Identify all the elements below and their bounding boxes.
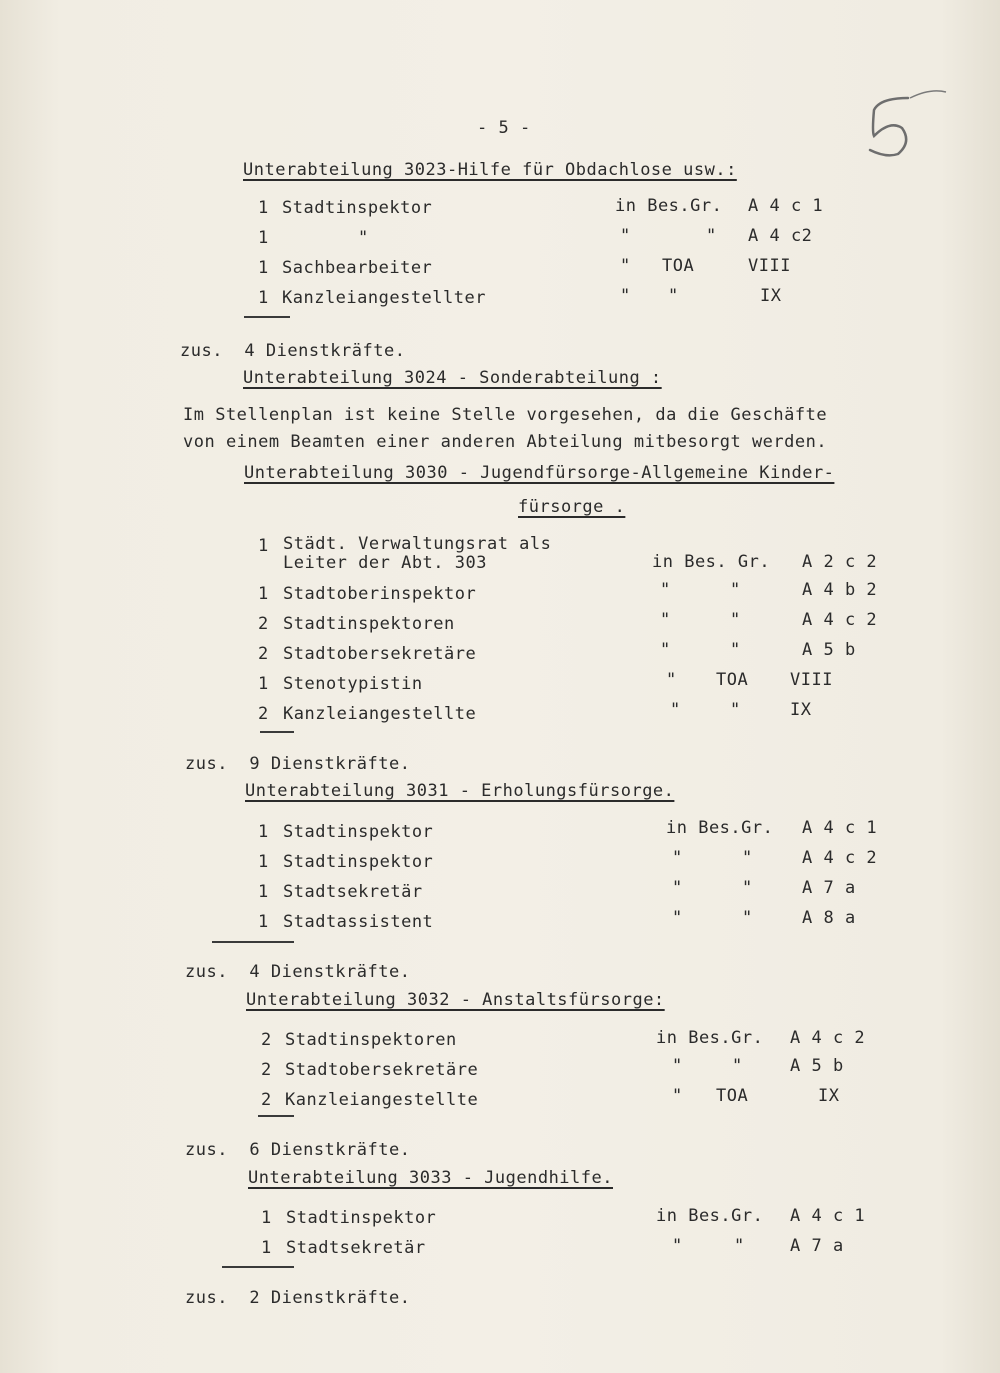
- row-group-sub: ": [742, 908, 753, 928]
- row-title: Stadtsekretär: [283, 882, 423, 902]
- row-count: 2: [261, 1030, 272, 1050]
- note-line: von einem Beamten einer anderen Abteilung mitbesorgt werden.: [183, 432, 828, 452]
- row-group: ": [672, 1056, 683, 1076]
- section-heading-3031: Unterabteilung 3031 - Erholungsfürsorge.: [245, 781, 675, 801]
- row-count: 1: [258, 288, 269, 308]
- row-title: Stadtinspektor: [282, 198, 433, 218]
- row-grade: A 4 b 2: [802, 580, 878, 600]
- row-title: Städt. Verwaltungsrat als: [283, 534, 552, 554]
- row-count: 2: [261, 1090, 272, 1110]
- row-group-sub: ": [732, 1056, 743, 1076]
- row-title: Stadtinspektor: [286, 1208, 437, 1228]
- row-title: Stadtobersekretäre: [283, 644, 477, 664]
- row-group-sub: TOA: [716, 1086, 749, 1106]
- row-grade: A 4 c 2: [790, 1028, 866, 1048]
- row-group-sub: ": [730, 580, 741, 600]
- row-group-sub: ": [730, 610, 741, 630]
- row-title: Stadtinspektor: [283, 822, 434, 842]
- row-group: ": [672, 1086, 683, 1106]
- row-grade: A 4 c 1: [748, 196, 824, 216]
- section-total: zus. 2 Dienstkräfte.: [185, 1288, 411, 1308]
- row-count: 1: [258, 882, 269, 902]
- row-grade: A 5 b: [802, 640, 856, 660]
- sum-rule: [222, 1266, 294, 1268]
- row-grade: A 2 c 2: [802, 552, 878, 572]
- row-group-sub: ": [742, 848, 753, 868]
- row-count: 1: [258, 198, 269, 218]
- row-group: ": [672, 908, 683, 928]
- section-heading-3032: Unterabteilung 3032 - Anstaltsfürsorge:: [246, 990, 665, 1010]
- note-line: Im Stellenplan ist keine Stelle vorgesehen, da die Geschäfte: [183, 405, 828, 425]
- page-number: - 5 -: [477, 118, 531, 138]
- row-count: 1: [258, 852, 269, 872]
- row-group: ": [660, 640, 671, 660]
- row-grade: A 4 c 2: [802, 848, 878, 868]
- row-group: ": [660, 610, 671, 630]
- section-heading-3030: Unterabteilung 3030 - Jugendfürsorge-Allgemeine Kinder-: [244, 463, 835, 483]
- row-grade: A 7 a: [790, 1236, 844, 1256]
- row-group-sub: ": [730, 640, 741, 660]
- row-group: in Bes. Gr.: [652, 552, 771, 572]
- row-grade: A 5 b: [790, 1056, 844, 1076]
- row-grade: A 4 c 1: [802, 818, 878, 838]
- row-count: 1: [258, 584, 269, 604]
- row-title: Kanzleiangestellte: [285, 1090, 479, 1110]
- row-group: in Bes.Gr.: [666, 818, 774, 838]
- row-title: Stadtinspektoren: [285, 1030, 457, 1050]
- row-title: Stadtobersekretäre: [285, 1060, 479, 1080]
- section-heading-3023: Unterabteilung 3023-Hilfe für Obdachlose usw.:: [243, 160, 737, 180]
- section-heading-3033: Unterabteilung 3033 - Jugendhilfe.: [248, 1168, 613, 1188]
- row-grade: VIII: [790, 670, 833, 690]
- row-title: Sachbearbeiter: [282, 258, 433, 278]
- row-title: Kanzleiangestellter: [282, 288, 486, 308]
- row-group: ": [672, 1236, 683, 1256]
- row-grade: A 8 a: [802, 908, 856, 928]
- row-grade: A 4 c2: [748, 226, 813, 246]
- row-group-sub: ": [706, 226, 717, 246]
- row-group: ": [672, 878, 683, 898]
- row-group: ": [670, 700, 681, 720]
- row-count: 2: [258, 614, 269, 634]
- row-grade: IX: [790, 700, 812, 720]
- row-count: 1: [261, 1238, 272, 1258]
- section-heading-3024: Unterabteilung 3024 - Sonderabteilung :: [243, 368, 662, 388]
- row-grade: A 4 c 1: [790, 1206, 866, 1226]
- sum-rule: [258, 1115, 294, 1117]
- row-group: ": [620, 226, 631, 246]
- row-group: ": [620, 256, 631, 276]
- sum-rule: [244, 316, 290, 318]
- row-title: Stadtoberinspektor: [283, 584, 477, 604]
- row-count: 1: [258, 912, 269, 932]
- row-title: Stadtsekretär: [286, 1238, 426, 1258]
- section-total: zus. 6 Dienstkräfte.: [185, 1140, 411, 1160]
- section-total: zus. 9 Dienstkräfte.: [185, 754, 411, 774]
- row-title: Stadtinspektoren: [283, 614, 455, 634]
- row-count: 1: [258, 674, 269, 694]
- row-title: Kanzleiangestellte: [283, 704, 477, 724]
- row-count: 1: [258, 536, 269, 556]
- row-title: Stadtinspektor: [283, 852, 434, 872]
- row-group-sub: ": [742, 878, 753, 898]
- row-group: in Bes.Gr.: [615, 196, 723, 216]
- row-grade: IX: [760, 286, 782, 306]
- section-heading-3030-cont: fürsorge .: [518, 497, 626, 517]
- row-count: 1: [258, 822, 269, 842]
- row-count: 2: [261, 1060, 272, 1080]
- sum-rule: [212, 941, 294, 943]
- row-group-sub: ": [734, 1236, 745, 1256]
- row-group: ": [660, 580, 671, 600]
- row-count: 1: [258, 258, 269, 278]
- row-group: in Bes.Gr.: [656, 1028, 764, 1048]
- row-count: 1: [258, 228, 269, 248]
- row-count: 2: [258, 704, 269, 724]
- section-total: zus. 4 Dienstkräfte.: [185, 962, 411, 982]
- row-title: Stenotypistin: [283, 674, 423, 694]
- row-grade: VIII: [748, 256, 791, 276]
- row-title-cont: Leiter der Abt. 303: [283, 553, 487, 573]
- row-title: ": [358, 228, 369, 248]
- row-group-sub: ": [668, 286, 679, 306]
- row-group: in Bes.Gr.: [656, 1206, 764, 1226]
- row-group: ": [620, 286, 631, 306]
- row-grade: A 7 a: [802, 878, 856, 898]
- sum-rule: [260, 731, 294, 733]
- row-group-sub: TOA: [716, 670, 749, 690]
- row-group: ": [666, 670, 677, 690]
- row-group: ": [672, 848, 683, 868]
- row-group-sub: ": [730, 700, 741, 720]
- row-group-sub: TOA: [662, 256, 695, 276]
- row-count: 2: [258, 644, 269, 664]
- section-total: zus. 4 Dienstkräfte.: [180, 341, 406, 361]
- row-grade: IX: [818, 1086, 840, 1106]
- handwritten-page-number: [850, 80, 960, 170]
- row-count: 1: [261, 1208, 272, 1228]
- row-grade: A 4 c 2: [802, 610, 878, 630]
- row-title: Stadtassistent: [283, 912, 434, 932]
